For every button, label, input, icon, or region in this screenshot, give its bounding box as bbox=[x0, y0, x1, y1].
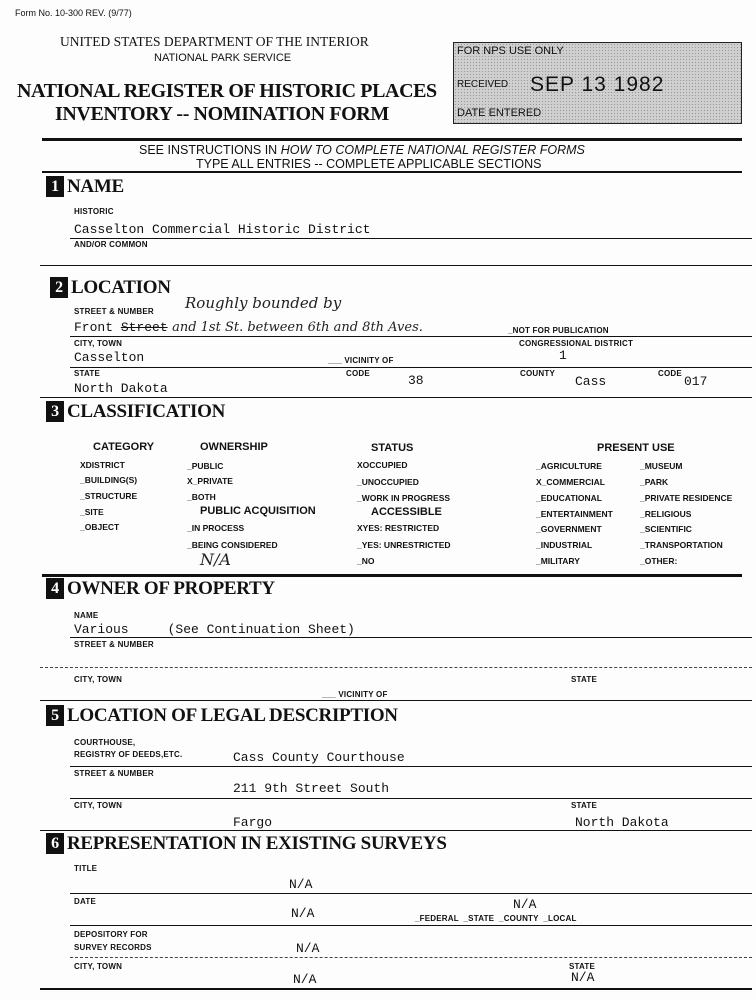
option-yes-restricted[interactable]: XYES: RESTRICTED bbox=[357, 523, 440, 533]
option-present-use[interactable]: _INDUSTRIAL bbox=[536, 540, 593, 550]
survey-level-value[interactable]: N/A bbox=[513, 897, 537, 912]
handwritten-street-note: Roughly bounded by bbox=[185, 294, 342, 312]
common-name-label: AND/OR COMMON bbox=[74, 240, 148, 249]
courthouse-value[interactable]: Cass County Courthouse bbox=[233, 750, 405, 765]
option-present-use[interactable]: _EDUCATIONAL bbox=[536, 493, 602, 503]
owner-name-label: NAME bbox=[74, 611, 99, 620]
option-present-use[interactable]: _SCIENTIFIC bbox=[640, 524, 692, 534]
option-district[interactable]: XDISTRICT bbox=[80, 460, 125, 470]
survey-city-label: CITY, TOWN bbox=[74, 962, 123, 971]
legal-city-value[interactable]: Fargo bbox=[233, 815, 273, 830]
status-heading: STATUS bbox=[371, 442, 414, 454]
instructions-1: SEE INSTRUCTIONS IN HOW TO COMPLETE NATIONAL REGISTER FORMS bbox=[139, 143, 585, 157]
instructions-2: TYPE ALL ENTRIES -- COMPLETE APPLICABLE SECTIONS bbox=[196, 157, 542, 171]
option-in-process[interactable]: _IN PROCESS bbox=[187, 523, 245, 533]
category-heading: CATEGORY bbox=[93, 441, 155, 453]
field-line bbox=[70, 798, 752, 799]
owner-street-label: STREET & NUMBER bbox=[74, 640, 154, 649]
section-6-heading: 6 REPRESENTATION IN EXISTING SURVEYS bbox=[46, 833, 447, 855]
survey-city-value[interactable]: N/A bbox=[293, 972, 317, 987]
section-3-heading: 3 CLASSIFICATION bbox=[46, 401, 225, 423]
field-line bbox=[40, 667, 752, 668]
field-line bbox=[70, 766, 752, 767]
vicinity-of[interactable]: ___ VICINITY OF bbox=[328, 356, 394, 365]
option-structure[interactable]: _STRUCTURE bbox=[80, 491, 138, 501]
option-present-use[interactable]: _TRANSPORTATION bbox=[640, 540, 723, 550]
depository-label-2: SURVEY RECORDS bbox=[74, 943, 152, 952]
survey-title-value[interactable]: N/A bbox=[289, 877, 313, 892]
option-buildings[interactable]: _BUILDING(S) bbox=[80, 475, 138, 485]
county-code-value[interactable]: 017 bbox=[684, 374, 708, 389]
street-value[interactable]: Front Street and 1st St. between 6th and 8th Aves. bbox=[74, 320, 423, 335]
field-line bbox=[70, 336, 752, 337]
legal-city-label: CITY, TOWN bbox=[74, 801, 123, 810]
option-both[interactable]: _BOTH bbox=[187, 492, 216, 502]
date-entered-label: DATE ENTERED bbox=[457, 107, 542, 119]
historic-name-value[interactable]: Casselton Commercial Historic District bbox=[74, 222, 371, 237]
state-value[interactable]: North Dakota bbox=[74, 381, 168, 396]
owner-state-label: STATE bbox=[571, 675, 598, 684]
field-line bbox=[70, 367, 752, 368]
field-line bbox=[70, 893, 752, 894]
legal-street-value[interactable]: 211 9th Street South bbox=[233, 781, 390, 796]
legal-street-label: STREET & NUMBER bbox=[74, 769, 154, 778]
owner-vicinity-of[interactable]: ___ VICINITY OF bbox=[322, 690, 388, 699]
field-line bbox=[70, 238, 752, 239]
field-line bbox=[40, 988, 752, 990]
county-label: COUNTY bbox=[520, 369, 555, 378]
field-line bbox=[40, 700, 752, 701]
option-unoccupied[interactable]: _UNOCCUPIED bbox=[357, 477, 419, 487]
county-code-label: CODE bbox=[658, 369, 682, 378]
code-label: CODE bbox=[346, 369, 370, 378]
section-2-heading: 2 LOCATION bbox=[50, 277, 171, 299]
option-yes-unrestricted[interactable]: _YES: UNRESTRICTED bbox=[357, 540, 451, 550]
option-present-use[interactable]: _PRIVATE RESIDENCE bbox=[640, 493, 733, 503]
legal-state-value[interactable]: North Dakota bbox=[575, 815, 669, 830]
form-title-1: NATIONAL REGISTER OF HISTORIC PLACES bbox=[17, 80, 437, 102]
accessible-heading: ACCESSIBLE bbox=[371, 506, 442, 518]
form-title-2: INVENTORY -- NOMINATION FORM bbox=[55, 103, 389, 125]
divider bbox=[42, 574, 742, 577]
congressional-district-label: CONGRESSIONAL DISTRICT bbox=[519, 339, 634, 348]
nps-use-box bbox=[453, 42, 742, 124]
option-object[interactable]: _OBJECT bbox=[80, 522, 120, 532]
option-public[interactable]: _PUBLIC bbox=[187, 461, 224, 471]
field-line bbox=[70, 925, 752, 926]
present-use-heading: PRESENT USE bbox=[597, 442, 675, 454]
city-value[interactable]: Casselton bbox=[74, 350, 145, 365]
owner-city-label: CITY, TOWN bbox=[74, 675, 123, 684]
courthouse-label-2: REGISTRY OF DEEDS,ETC. bbox=[74, 750, 183, 759]
street-label: STREET & NUMBER bbox=[74, 307, 154, 316]
received-date-stamp: SEP 13 1982 bbox=[530, 73, 665, 96]
survey-date-value[interactable]: N/A bbox=[291, 906, 315, 921]
survey-date-label: DATE bbox=[74, 897, 96, 906]
survey-state-label: STATE bbox=[569, 962, 596, 971]
option-present-use[interactable]: _RELIGIOUS bbox=[640, 509, 692, 519]
option-present-use[interactable]: _OTHER: bbox=[640, 556, 678, 566]
city-label: CITY, TOWN bbox=[74, 339, 123, 348]
state-label: STATE bbox=[74, 369, 101, 378]
option-present-use[interactable]: _GOVERNMENT bbox=[536, 524, 602, 534]
received-label: RECEIVED bbox=[457, 79, 509, 90]
option-site[interactable]: _SITE bbox=[80, 507, 104, 517]
option-present-use[interactable]: _MILITARY bbox=[536, 556, 580, 566]
option-no[interactable]: _NO bbox=[357, 556, 375, 566]
historic-label: HISTORIC bbox=[74, 207, 114, 216]
form-number: Form No. 10-300 REV. (9/77) bbox=[15, 8, 132, 18]
acquisition-na-handwritten: N/A bbox=[200, 550, 231, 569]
field-line bbox=[40, 830, 752, 831]
field-line bbox=[40, 265, 752, 266]
option-being-considered[interactable]: _BEING CONSIDERED bbox=[187, 540, 278, 550]
county-value[interactable]: Cass bbox=[575, 374, 607, 389]
survey-state-value[interactable]: N/A bbox=[571, 970, 595, 985]
owner-name-value[interactable]: Various (See Continuation Sheet) bbox=[74, 622, 355, 637]
survey-level-options[interactable]: _FEDERAL _STATE _COUNTY _LOCAL bbox=[415, 914, 577, 923]
legal-state-label: STATE bbox=[571, 801, 598, 810]
section-1-heading: 1 NAME bbox=[46, 176, 124, 198]
department: UNITED STATES DEPARTMENT OF THE INTERIOR bbox=[60, 34, 369, 49]
field-line bbox=[70, 957, 752, 958]
divider bbox=[42, 138, 742, 141]
service: NATIONAL PARK SERVICE bbox=[154, 52, 292, 64]
option-work-in-progress[interactable]: _WORK IN PROGRESS bbox=[357, 493, 451, 503]
not-for-publication[interactable]: _NOT FOR PUBLICATION bbox=[508, 326, 609, 335]
option-present-use[interactable]: _AGRICULTURE bbox=[536, 461, 602, 471]
depository-value[interactable]: N/A bbox=[296, 941, 320, 956]
congressional-district-value[interactable]: 1 bbox=[559, 348, 567, 363]
option-present-use[interactable]: X_COMMERCIAL bbox=[536, 477, 605, 487]
option-present-use[interactable]: _MUSEUM bbox=[640, 461, 683, 471]
courthouse-label-1: COURTHOUSE, bbox=[74, 738, 136, 747]
depository-label-1: DEPOSITORY FOR bbox=[74, 930, 148, 939]
option-private[interactable]: X_PRIVATE bbox=[187, 476, 233, 486]
state-code-value[interactable]: 38 bbox=[408, 373, 424, 388]
nps-label: FOR NPS USE ONLY bbox=[457, 45, 564, 57]
field-line bbox=[70, 637, 752, 638]
ownership-heading: OWNERSHIP bbox=[200, 441, 268, 453]
option-present-use[interactable]: _ENTERTAINMENT bbox=[536, 509, 613, 519]
field-line bbox=[40, 397, 752, 398]
section-5-heading: 5 LOCATION OF LEGAL DESCRIPTION bbox=[46, 705, 398, 727]
option-present-use[interactable]: _PARK bbox=[640, 477, 669, 487]
divider bbox=[42, 171, 742, 173]
section-4-heading: 4 OWNER OF PROPERTY bbox=[46, 578, 275, 600]
option-occupied[interactable]: XOCCUPIED bbox=[357, 460, 408, 470]
survey-title-label: TITLE bbox=[74, 864, 98, 873]
public-acquisition-heading: PUBLIC ACQUISITION bbox=[200, 505, 316, 517]
